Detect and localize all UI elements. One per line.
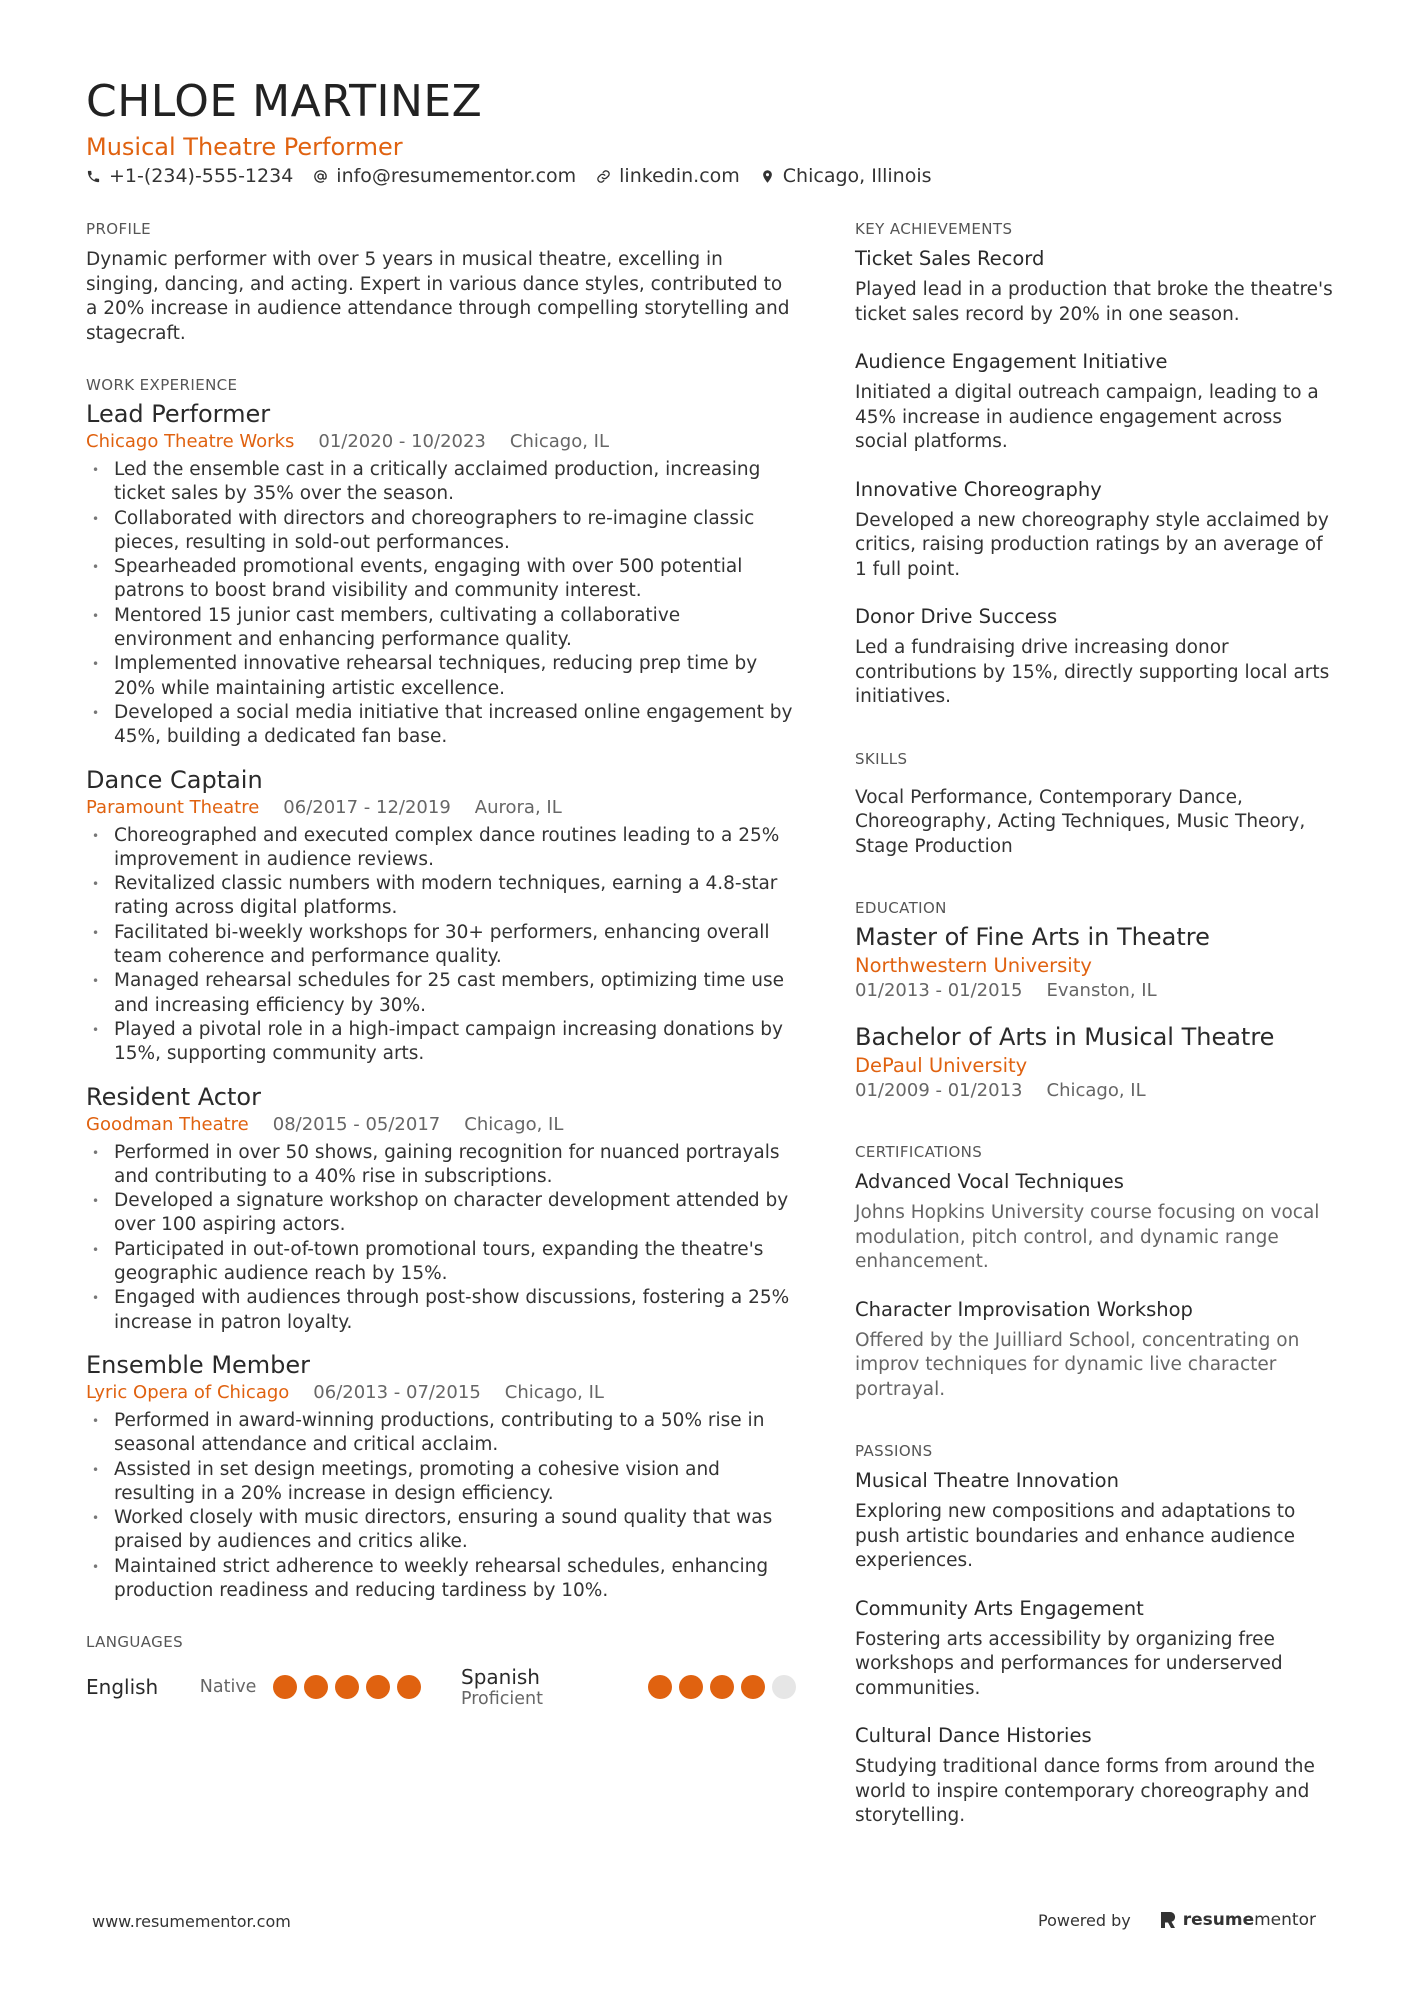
job-bullet: • Mentored 15 junior cast members, cultivating a collaborative environment and enhancing performance quality. bbox=[86, 604, 796, 653]
passion-item bbox=[855, 1468, 1335, 1574]
language-text bbox=[461, 1665, 543, 1709]
job-location: Chicago, IL bbox=[464, 1113, 564, 1135]
contact-phone-text: +1-(234)-555-1234 bbox=[109, 165, 294, 187]
languages-section bbox=[86, 1633, 796, 1709]
achievement-item bbox=[855, 477, 1335, 583]
contact-email[interactable] bbox=[313, 165, 576, 187]
job-company: Goodman Theatre bbox=[86, 1113, 249, 1135]
footer-website[interactable]: www.resumementor.com bbox=[92, 1912, 291, 1931]
left-column bbox=[86, 220, 796, 1709]
passion-item bbox=[855, 1596, 1335, 1702]
footer-branding bbox=[1038, 1910, 1316, 1930]
achievements-heading: KEY ACHIEVEMENTS bbox=[855, 220, 1013, 238]
rating-dot-filled bbox=[741, 1675, 765, 1699]
passion-text: Fostering arts accessibility by organizing free workshops and performances for underserved communities. bbox=[855, 1628, 1283, 1699]
certification-text: Offered by the Juilliard School, concentrating on improv techniques for dynamic live character portrayal. bbox=[855, 1329, 1300, 1400]
passion-title: Cultural Dance Histories bbox=[855, 1724, 1092, 1747]
candidate-title: Musical Theatre Performer bbox=[86, 133, 403, 161]
job-bullet: • Developed a social media initiative that increased online engagement by 45%, building a dedicated fan base. bbox=[86, 701, 796, 750]
achievement-item bbox=[855, 246, 1335, 327]
contact-phone[interactable] bbox=[86, 165, 293, 187]
achievement-title: Ticket Sales Record bbox=[855, 247, 1045, 270]
education-section bbox=[855, 899, 1335, 1103]
skills-text: Vocal Performance, Contemporary Dance, Choreography, Acting Techniques, Music Theory, Stage Production bbox=[855, 786, 1306, 857]
education-location: Evanston, IL bbox=[1046, 980, 1157, 1001]
resumementor-logo-icon bbox=[1159, 1910, 1177, 1930]
language-rating bbox=[273, 1675, 421, 1699]
passion-item bbox=[855, 1723, 1335, 1829]
job-bullet: • Performed in over 50 shows, gaining recognition for nuanced portrayals and contributing to a 40% rise in subscriptions. bbox=[86, 1141, 796, 1190]
education-degree: Bachelor of Arts in Musical Theatre bbox=[855, 1023, 1275, 1051]
job-bullet: • Spearheaded promotional events, engaging with over 500 potential patrons to boost brand visibility and community interest. bbox=[86, 555, 796, 604]
passion-title: Musical Theatre Innovation bbox=[855, 1469, 1119, 1492]
job-meta bbox=[86, 1113, 796, 1137]
experience-heading: WORK EXPERIENCE bbox=[86, 376, 238, 394]
language-level: Native bbox=[199, 1677, 257, 1698]
profile-heading: PROFILE bbox=[86, 220, 151, 238]
job-entry bbox=[86, 764, 796, 1067]
job-bullet: • Assisted in set design meetings, promoting a cohesive vision and resulting in a 20% increase in design efficiency. bbox=[86, 1458, 796, 1507]
education-dates: 01/2009 - 01/2013 bbox=[855, 1080, 1023, 1101]
passion-title: Community Arts Engagement bbox=[855, 1596, 1144, 1620]
achievements-section bbox=[855, 220, 1335, 710]
skills-heading: SKILLS bbox=[855, 749, 908, 768]
job-bullets bbox=[86, 1409, 796, 1603]
education-dates: 01/2013 - 01/2015 bbox=[855, 980, 1023, 1001]
job-bullet: • Led the ensemble cast in a critically acclaimed production, increasing ticket sales by 35% over the season. bbox=[86, 458, 796, 507]
language-name: Spanish bbox=[461, 1665, 540, 1690]
job-bullet: • Facilitated bi-weekly workshops for 30+ performers, enhancing overall team coherence and performance quality. bbox=[86, 921, 796, 970]
job-bullet: • Choreographed and executed complex dance routines leading to a 25% improvement in audience reviews. bbox=[86, 824, 796, 873]
passion-text: Studying traditional dance forms from around the world to inspire contemporary choreography and storytelling. bbox=[855, 1756, 1315, 1826]
education-heading: EDUCATION bbox=[855, 899, 947, 917]
at-icon bbox=[313, 169, 328, 184]
achievement-text: Developed a new choreography style acclaimed by critics, raising production ratings by an average of 1 full point. bbox=[855, 509, 1329, 580]
skills-section bbox=[855, 750, 1335, 860]
job-dates: 06/2017 - 12/2019 bbox=[283, 796, 451, 818]
experience-section bbox=[86, 376, 796, 1603]
contact-linkedin[interactable] bbox=[596, 165, 740, 187]
job-dates: 01/2020 - 10/2023 bbox=[318, 431, 486, 452]
profile-section bbox=[86, 220, 796, 346]
education-item bbox=[855, 921, 1335, 1003]
job-bullet: • Implemented innovative rehearsal techniques, reducing prep time by 20% while maintaining artistic excellence. bbox=[86, 652, 796, 701]
job-location: Chicago, IL bbox=[509, 431, 610, 452]
certification-item bbox=[855, 1297, 1335, 1403]
education-location: Chicago, IL bbox=[1046, 1080, 1146, 1101]
education-school: Northwestern University bbox=[855, 954, 1092, 977]
certification-title: Advanced Vocal Techniques bbox=[855, 1170, 1124, 1193]
certification-title: Character Improvisation Workshop bbox=[855, 1297, 1193, 1321]
job-dates: 08/2015 - 05/2017 bbox=[272, 1113, 441, 1135]
passions-heading: PASSIONS bbox=[855, 1442, 933, 1460]
achievement-item bbox=[855, 604, 1335, 710]
powered-by-label: Powered by bbox=[1038, 1910, 1131, 1930]
education-meta bbox=[855, 1079, 1335, 1103]
education-meta bbox=[855, 979, 1335, 1003]
achievement-title: Donor Drive Success bbox=[855, 605, 1058, 628]
phone-icon bbox=[86, 169, 101, 184]
language-item bbox=[86, 1665, 421, 1709]
job-bullet: • Performed in award-winning productions, contributing to a 50% rise in seasonal attendance and critical acclaim. bbox=[86, 1409, 796, 1458]
achievement-title: Audience Engagement Initiative bbox=[855, 350, 1168, 373]
job-company: Paramount Theatre bbox=[86, 796, 260, 818]
achievement-text: Led a fundraising drive increasing donor contributions by 15%, directly supporting local arts initiatives. bbox=[855, 637, 1330, 707]
language-name: English bbox=[86, 1675, 159, 1700]
candidate-name: CHLOE MARTINEZ bbox=[86, 76, 483, 127]
contact-bar bbox=[86, 165, 932, 187]
job-bullet: • Played a pivotal role in a high-impact campaign increasing donations by 15%, supporting community arts. bbox=[86, 1018, 796, 1067]
job-bullets bbox=[86, 1141, 796, 1335]
job-meta bbox=[86, 796, 796, 820]
job-meta bbox=[86, 430, 796, 454]
language-rating bbox=[648, 1675, 796, 1699]
job-bullet: • Developed a signature workshop on character development attended by over 100 aspiring actors. bbox=[86, 1189, 796, 1238]
certification-text: Johns Hopkins University course focusing on vocal modulation, pitch control, and dynamic range enhancement. bbox=[855, 1202, 1320, 1272]
job-role: Ensemble Member bbox=[86, 1350, 311, 1379]
education-school: DePaul University bbox=[855, 1054, 1028, 1077]
job-location: Aurora, IL bbox=[474, 796, 562, 818]
job-entry bbox=[86, 398, 796, 750]
job-location: Chicago, IL bbox=[504, 1381, 604, 1403]
job-role: Dance Captain bbox=[86, 765, 263, 794]
education-item bbox=[855, 1021, 1335, 1103]
link-icon bbox=[596, 169, 611, 184]
job-bullet: • Collaborated with directors and choreographers to re-imagine classic pieces, resulting in sold-out performances. bbox=[86, 507, 796, 556]
rating-dot-filled bbox=[648, 1675, 672, 1699]
job-bullet: • Engaged with audiences through post-show discussions, fostering a 25% increase in patron loyalty. bbox=[86, 1286, 796, 1335]
job-company: Chicago Theatre Works bbox=[86, 431, 295, 452]
job-entry bbox=[86, 1349, 796, 1603]
achievement-item bbox=[855, 349, 1335, 455]
certifications-section bbox=[855, 1143, 1335, 1402]
rating-dot-filled bbox=[679, 1675, 703, 1699]
language-item bbox=[461, 1665, 796, 1709]
job-bullets bbox=[86, 824, 796, 1067]
brand-name: resumementor bbox=[1182, 1910, 1316, 1930]
rating-dot-filled bbox=[304, 1675, 328, 1699]
rating-dot-filled bbox=[710, 1675, 734, 1699]
rating-dot-filled bbox=[335, 1675, 359, 1699]
job-meta bbox=[86, 1381, 796, 1405]
job-bullet: • Managed rehearsal schedules for 25 cast members, optimizing time use and increasing efficiency by 30%. bbox=[86, 969, 796, 1018]
brand-logo[interactable] bbox=[1159, 1910, 1316, 1930]
rating-dot-filled bbox=[366, 1675, 390, 1699]
job-entry bbox=[86, 1081, 796, 1335]
job-bullets bbox=[86, 458, 796, 750]
profile-text: Dynamic performer with over 5 years in musical theatre, excelling in singing, dancing, and acting. Expert in various dance styles, contributed to a 20% increase in audience attendance through compelling storytelling and stagecraft. bbox=[86, 249, 790, 344]
achievement-title: Innovative Choreography bbox=[855, 477, 1102, 501]
job-bullet: • Worked closely with music directors, ensuring a sound quality that was praised by audiences and critics alike. bbox=[86, 1506, 796, 1555]
job-role: Resident Actor bbox=[86, 1082, 261, 1111]
languages-list bbox=[86, 1665, 796, 1709]
achievement-text: Initiated a digital outreach campaign, leading to a 45% increase in audience engagement across social platforms. bbox=[855, 382, 1319, 452]
language-level: Proficient bbox=[461, 1689, 543, 1710]
rating-dot-empty bbox=[772, 1675, 796, 1699]
job-bullet: • Revitalized classic numbers with modern techniques, earning a 4.8-star rating across digital platforms. bbox=[86, 872, 796, 921]
languages-heading: LANGUAGES bbox=[86, 1633, 184, 1652]
contact-location bbox=[760, 165, 932, 187]
rating-dot-filled bbox=[397, 1675, 421, 1699]
contact-location-text: Chicago, Illinois bbox=[782, 165, 932, 187]
job-dates: 06/2013 - 07/2015 bbox=[313, 1381, 481, 1403]
certification-item bbox=[855, 1169, 1335, 1275]
achievement-text: Played lead in a production that broke the theatre's ticket sales record by 20% in one season. bbox=[855, 279, 1333, 325]
job-company: Lyric Opera of Chicago bbox=[86, 1381, 290, 1403]
education-degree: Master of Fine Arts in Theatre bbox=[855, 923, 1210, 951]
passions-section bbox=[855, 1442, 1335, 1829]
job-bullet: • Maintained strict adherence to weekly rehearsal schedules, enhancing production readiness and reducing tardiness by 10%. bbox=[86, 1555, 796, 1604]
job-role: Lead Performer bbox=[86, 400, 271, 428]
job-bullet: • Participated in out-of-town promotional tours, expanding the theatre's geographic audience reach by 15%. bbox=[86, 1238, 796, 1287]
contact-email-text: info@resumementor.com bbox=[336, 165, 577, 187]
rating-dot-filled bbox=[273, 1675, 297, 1699]
location-pin-icon bbox=[760, 169, 775, 184]
contact-linkedin-text: linkedin.com bbox=[619, 165, 740, 187]
certifications-heading: CERTIFICATIONS bbox=[855, 1143, 983, 1161]
passion-text: Exploring new compositions and adaptations to push artistic boundaries and enhance audience experiences. bbox=[855, 1501, 1296, 1571]
right-column bbox=[855, 220, 1335, 1829]
